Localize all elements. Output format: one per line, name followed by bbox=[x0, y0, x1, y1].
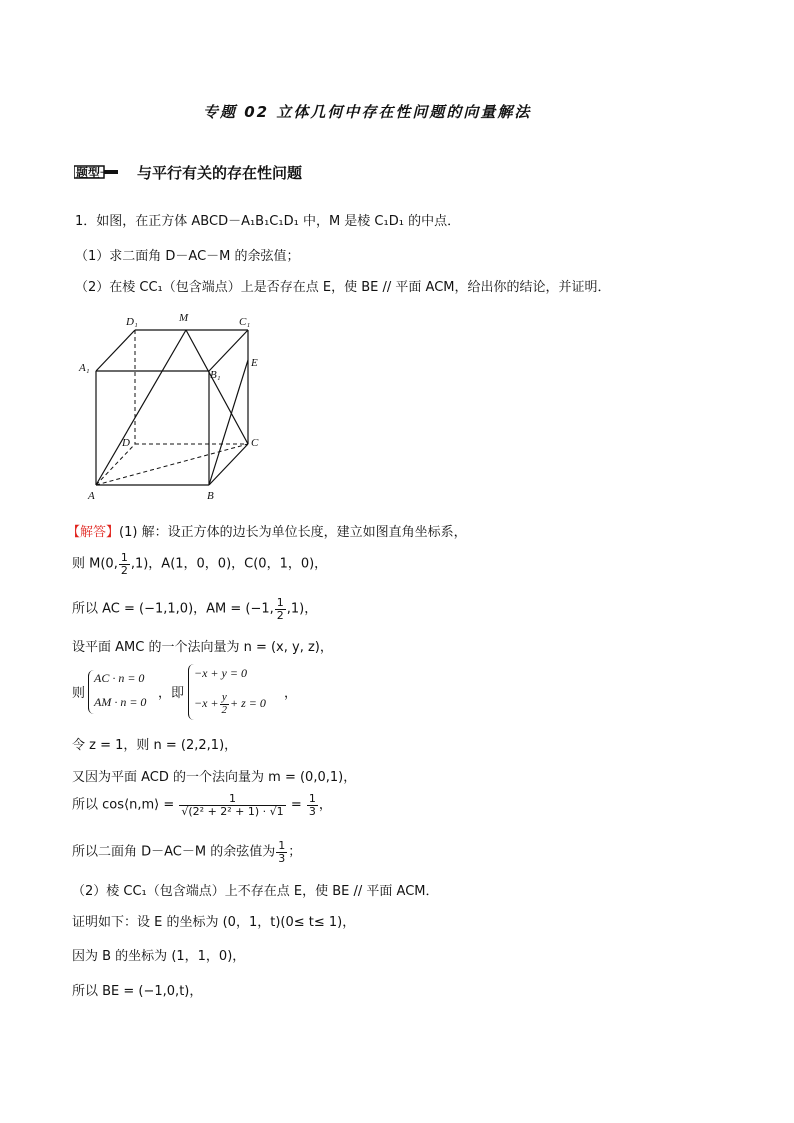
question-type-badge bbox=[74, 164, 118, 180]
solution-line-12: 因为 B 的坐标为 (1，1，0)， bbox=[72, 949, 246, 964]
fraction-half: $\frac{1}{2}$ bbox=[120, 551, 128, 577]
label-e: E bbox=[251, 357, 258, 369]
solution-line-13: 所以 BE = (−1,0,t)， bbox=[72, 984, 203, 999]
label-a: A bbox=[88, 490, 95, 502]
solution-text-8a: 所以 cos⟨n,m⟩ = bbox=[72, 797, 175, 813]
answer-fraction: $\frac{1}{3}$ bbox=[278, 839, 286, 865]
solution-text-2b: ,1)，A(1，0，0)，C(0，1，0)， bbox=[130, 556, 328, 572]
label-c: C bbox=[251, 437, 259, 449]
solution-line-11: 证明如下：设 E 的坐标为 (0，1，t)(0≤ t≤ 1)， bbox=[72, 915, 356, 930]
eq-right-top: −x + y = 0 bbox=[194, 666, 247, 680]
solution-text-5b: ，即 bbox=[158, 686, 185, 701]
cube-figure bbox=[76, 308, 276, 504]
label-b: B bbox=[207, 490, 214, 502]
solution-tag: 【解答】 bbox=[67, 525, 120, 540]
page-title: 专题 02 立体几何中存在性问题的向量解法 bbox=[203, 103, 532, 121]
solution-text-5a: 则 bbox=[72, 686, 86, 701]
solution-line-6: 令 z = 1，则 n = (2,2,1)， bbox=[72, 738, 238, 753]
label-c1: C₁ bbox=[239, 316, 251, 328]
solution-line-3 bbox=[72, 597, 317, 621]
label-m: M bbox=[179, 312, 189, 324]
problem-statement: 1．如图，在正方体 ABCD－A₁B₁C₁D₁ 中，M 是棱 C₁D₁ 的中点． bbox=[75, 214, 461, 229]
label-d: D bbox=[122, 437, 130, 449]
cos-fraction: $\frac{1}{\text{√(2² + 2² + 1) · √1}}$ bbox=[181, 792, 284, 818]
solution-line-1 bbox=[67, 521, 467, 540]
solution-text-5c: ， bbox=[284, 686, 298, 701]
solution-line-10: （2）棱 CC₁（包含端点）上不存在点 E，使 BE // 平面 ACM． bbox=[72, 884, 439, 899]
solution-text-1: (1) 解：设正方体的边长为单位长度，建立如图直角坐标系， bbox=[119, 525, 467, 540]
cos-result: $\frac{1}{3}$ bbox=[308, 792, 316, 818]
problem-part2: （2）在棱 CC₁（包含端点）上是否存在点 E，使 BE // 平面 ACM，给出你的结论，并证明． bbox=[75, 280, 611, 295]
solution-line-4: 设平面 AMC 的一个法向量为 n = (x, y, z)， bbox=[72, 640, 333, 655]
solution-text-3a: 所以 AC = (−1,1,0)，AM = (−1, bbox=[72, 601, 274, 617]
section-title: 与平行有关的存在性问题 bbox=[137, 164, 303, 182]
solution-line-2 bbox=[72, 552, 327, 576]
solution-text-2a: 则 M(0, bbox=[72, 556, 118, 572]
solution-text-3b: ,1)， bbox=[286, 601, 318, 617]
eq-left-bot: AM · n = 0 bbox=[94, 695, 147, 709]
solution-line-5 bbox=[72, 668, 372, 720]
problem-part1: （1）求二面角 D－AC－M 的余弦值； bbox=[75, 249, 300, 264]
solution-text-9a: 所以二面角 D－AC－M 的余弦值为 bbox=[72, 844, 276, 860]
label-b1: B₁ bbox=[210, 369, 221, 381]
label-d1: D₁ bbox=[126, 316, 138, 328]
eq-right-bot: −x + $\frac{y}{2}$ + z = 0 bbox=[194, 691, 266, 716]
eq-left-top: AC · n = 0 bbox=[94, 671, 145, 685]
solution-line-7: 又因为平面 ACD 的一个法向量为 m = (0,0,1)， bbox=[72, 770, 357, 785]
label-a1: A₁ bbox=[79, 362, 90, 374]
solution-line-8: 所以 cos⟨n,m⟩ = $\frac{1}{\text{√(2² + 2² + 1) · √1}}$ = $\frac{1}{3}$ ， bbox=[72, 792, 332, 818]
badge-label: 题型一 bbox=[76, 166, 113, 180]
solution-line-9: 所以二面角 D－AC－M 的余弦值为 $\frac{1}{3}$ ； bbox=[72, 839, 302, 865]
fraction-half-2: $\frac{1}{2}$ bbox=[276, 596, 284, 622]
